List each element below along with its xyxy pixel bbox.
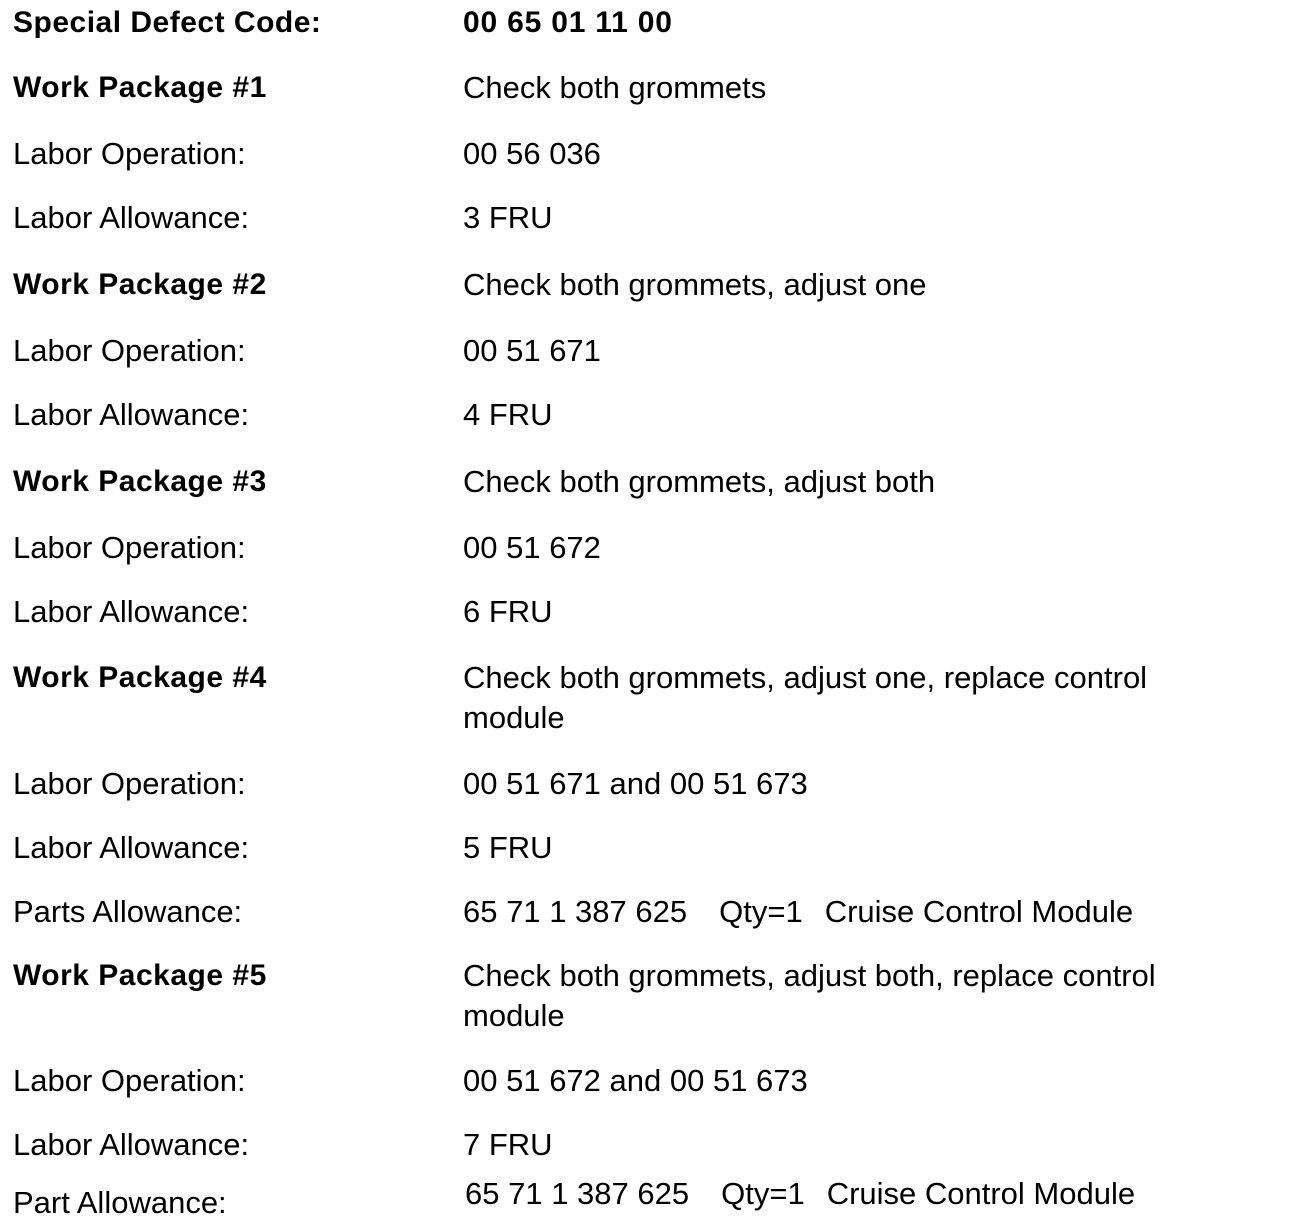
work-package-2-label: Work Package #2 bbox=[13, 268, 267, 301]
wp2-labor-allowance-label: Labor Allowance: bbox=[13, 397, 250, 432]
wp2-labor-allowance-value: 4 FRU bbox=[463, 397, 553, 432]
wp2-labor-operation-label: Labor Operation: bbox=[13, 333, 246, 368]
wp5-labor-allowance-label: Labor Allowance: bbox=[13, 1127, 250, 1162]
wp1-labor-allowance-value: 3 FRU bbox=[463, 200, 553, 235]
wp4-parts-allowance-label: Parts Allowance: bbox=[13, 894, 243, 929]
part-number: 65 71 1 387 625 bbox=[463, 894, 688, 929]
wp4-labor-operation-value: 00 51 671 and 00 51 673 bbox=[463, 766, 808, 801]
work-package-2-description: Check both grommets, adjust one bbox=[463, 267, 927, 302]
special-defect-code-value: 00 65 01 11 00 bbox=[463, 6, 673, 39]
work-package-3-description: Check both grommets, adjust both bbox=[463, 464, 936, 499]
part-quantity: Qty=1 bbox=[719, 894, 803, 929]
wp5-part-allowance-label: Part Allowance: bbox=[13, 1185, 227, 1220]
wp4-labor-allowance-label: Labor Allowance: bbox=[13, 830, 250, 865]
wp1-labor-operation-label: Labor Operation: bbox=[13, 136, 246, 171]
part-name: Cruise Control Module bbox=[826, 1176, 1136, 1211]
part-number: 65 71 1 387 625 bbox=[465, 1176, 690, 1211]
work-package-4-label: Work Package #4 bbox=[13, 661, 267, 694]
special-defect-code-label: Special Defect Code: bbox=[13, 6, 322, 39]
work-package-5-description: Check both grommets, adjust both, replace control module bbox=[463, 958, 1156, 1033]
wp3-labor-operation-label: Labor Operation: bbox=[13, 530, 246, 565]
work-package-1-description: Check both grommets bbox=[463, 70, 767, 105]
wp4-labor-allowance-value: 5 FRU bbox=[463, 830, 553, 865]
wp5-labor-operation-value: 00 51 672 and 00 51 673 bbox=[463, 1063, 808, 1098]
wp4-parts-allowance-value bbox=[463, 892, 1253, 932]
wp3-labor-operation-value: 00 51 672 bbox=[463, 530, 601, 565]
wp5-labor-allowance-value: 7 FRU bbox=[463, 1127, 553, 1162]
work-package-1-label: Work Package #1 bbox=[13, 71, 267, 104]
part-name: Cruise Control Module bbox=[824, 894, 1134, 929]
wp1-labor-allowance-label: Labor Allowance: bbox=[13, 200, 250, 235]
work-package-4-description: Check both grommets, adjust one, replace control module bbox=[463, 660, 1148, 735]
wp4-labor-operation-label: Labor Operation: bbox=[13, 766, 246, 801]
wp5-part-allowance-value bbox=[465, 1174, 1255, 1214]
wp5-labor-operation-label: Labor Operation: bbox=[13, 1063, 246, 1098]
work-package-3-label: Work Package #3 bbox=[13, 465, 267, 498]
wp3-labor-allowance-label: Labor Allowance: bbox=[13, 594, 250, 629]
part-quantity: Qty=1 bbox=[721, 1176, 805, 1211]
work-package-5-label: Work Package #5 bbox=[13, 959, 267, 992]
wp1-labor-operation-value: 00 56 036 bbox=[463, 136, 601, 171]
wp2-labor-operation-value: 00 51 671 bbox=[463, 333, 601, 368]
wp3-labor-allowance-value: 6 FRU bbox=[463, 594, 553, 629]
